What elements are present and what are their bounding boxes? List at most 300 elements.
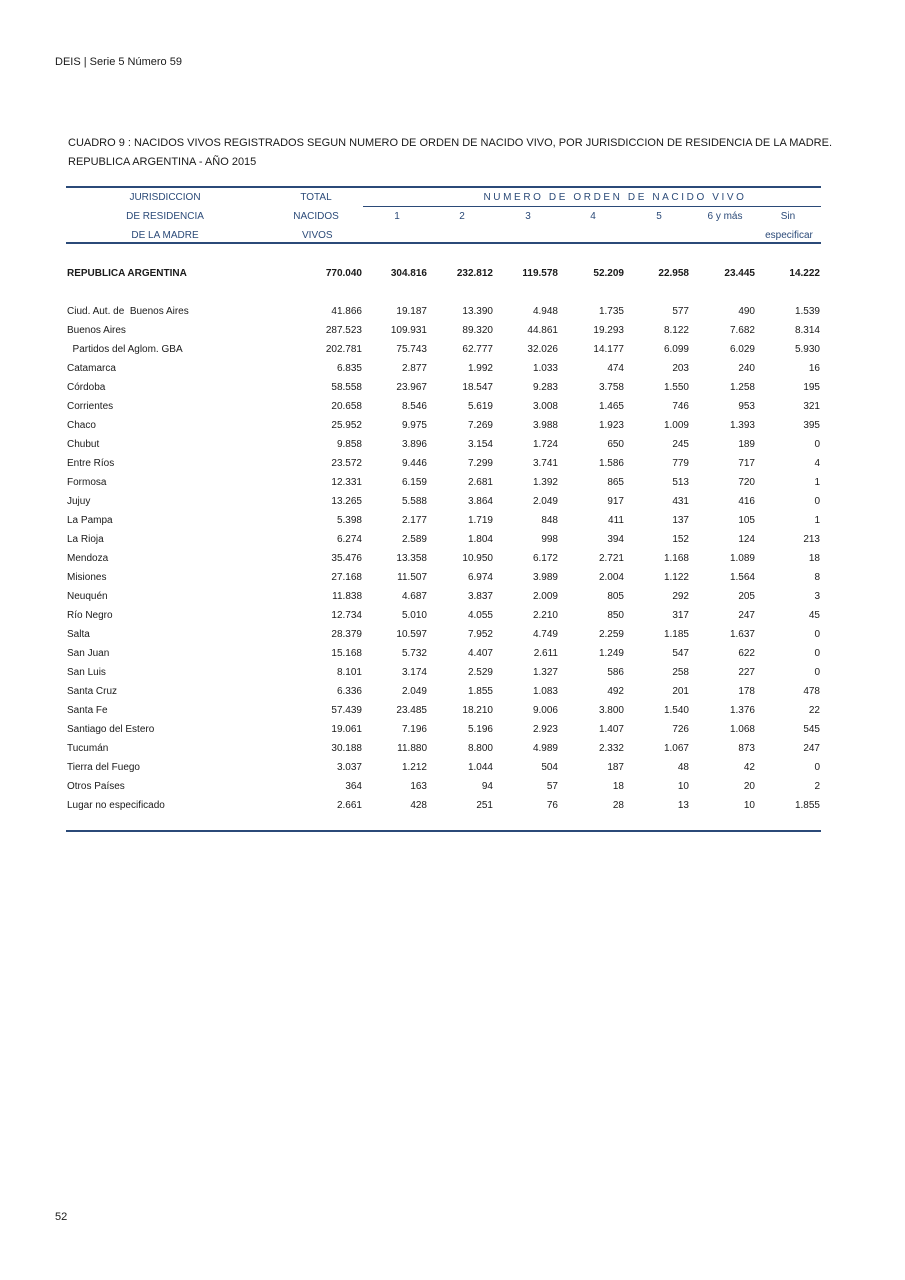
cell-order-2: 10.950 — [462, 553, 493, 564]
table-top-rule — [66, 186, 821, 188]
cell-sin: 195 — [803, 382, 820, 393]
row-spacer — [66, 283, 821, 302]
cell-order-6: 1.068 — [729, 724, 755, 735]
table-row — [66, 663, 821, 682]
cell-order-3: 9.006 — [532, 705, 558, 716]
cell-order-2: 7.269 — [467, 420, 493, 431]
cell-order-4: 1.249 — [598, 648, 624, 659]
cell-sin: 1.539 — [794, 306, 820, 317]
cell-order-1: 163 — [410, 781, 427, 792]
cell-order-3: 3.989 — [532, 572, 558, 583]
cell-order-5: 577 — [672, 306, 689, 317]
group-header-rule — [363, 206, 821, 207]
table-header-rule — [66, 242, 821, 244]
cell-order-6: 10 — [743, 800, 755, 811]
row-name: Neuquén — [67, 591, 108, 602]
cell-sin: 1 — [814, 477, 820, 488]
cell-order-6: 1.258 — [729, 382, 755, 393]
cell-order-2: 3.837 — [467, 591, 493, 602]
cell-order-1: 75.743 — [396, 344, 427, 355]
cell-total: 202.781 — [325, 344, 362, 355]
header-jurisdiccion-3: DE LA MADRE — [131, 230, 199, 241]
row-name: Buenos Aires — [67, 325, 126, 336]
cell-order-3: 76 — [546, 800, 558, 811]
cell-order-6: 42 — [743, 762, 755, 773]
cell-order-3: 9.283 — [532, 382, 558, 393]
cell-order-5: 1.009 — [663, 420, 689, 431]
cell-order-1: 19.187 — [396, 306, 427, 317]
row-name: Santa Cruz — [67, 686, 118, 697]
cell-total: 15.168 — [331, 648, 362, 659]
header-order-2: 2 — [459, 211, 465, 222]
cell-order-6: 873 — [738, 743, 755, 754]
cell-order-2: 7.952 — [467, 629, 493, 640]
cell-sin: 45 — [808, 610, 820, 621]
cell-order-2: 3.154 — [467, 439, 493, 450]
row-name: Misiones — [67, 572, 107, 583]
cell-sin: 0 — [814, 496, 820, 507]
cell-order-1: 109.931 — [390, 325, 427, 336]
cell-total: 19.061 — [331, 724, 362, 735]
cell-order-3: 3.741 — [532, 458, 558, 469]
row-name: REPUBLICA ARGENTINA — [67, 268, 187, 279]
cell-order-4: 3.800 — [598, 705, 624, 716]
table-bottom-rule — [66, 830, 821, 832]
cell-order-1: 9.446 — [401, 458, 427, 469]
cell-order-5: 746 — [672, 401, 689, 412]
cell-order-2: 1.804 — [467, 534, 493, 545]
cell-order-1: 13.358 — [396, 553, 427, 564]
cell-order-5: 513 — [672, 477, 689, 488]
cell-order-4: 187 — [607, 762, 624, 773]
cell-order-1: 9.975 — [401, 420, 427, 431]
table-row-total — [66, 264, 821, 283]
cell-order-2: 89.320 — [462, 325, 493, 336]
cell-order-3: 504 — [541, 762, 558, 773]
cell-sin: 18 — [808, 553, 820, 564]
cell-order-1: 5.732 — [401, 648, 427, 659]
row-name: Río Negro — [67, 610, 113, 621]
row-name: Córdoba — [67, 382, 106, 393]
cell-order-2: 8.800 — [467, 743, 493, 754]
cell-sin: 8.314 — [794, 325, 820, 336]
cell-total: 6.835 — [336, 363, 362, 374]
cell-order-5: 431 — [672, 496, 689, 507]
cell-sin: 16 — [808, 363, 820, 374]
cell-order-5: 292 — [672, 591, 689, 602]
cell-order-5: 779 — [672, 458, 689, 469]
cell-order-2: 232.812 — [456, 268, 493, 279]
row-name: Entre Ríos — [67, 458, 115, 469]
table-row — [66, 302, 821, 321]
table-row — [66, 492, 821, 511]
cell-order-4: 411 — [608, 515, 624, 526]
cell-order-6: 205 — [738, 591, 755, 602]
cell-total: 6.336 — [336, 686, 362, 697]
cell-total: 35.476 — [331, 553, 362, 564]
table-row — [66, 701, 821, 720]
cell-order-5: 201 — [672, 686, 689, 697]
table-row — [66, 454, 821, 473]
cell-order-1: 6.159 — [401, 477, 427, 488]
cell-order-3: 6.172 — [532, 553, 558, 564]
cell-order-6: 20 — [743, 781, 755, 792]
cell-sin: 0 — [814, 667, 820, 678]
cell-order-4: 2.332 — [598, 743, 624, 754]
cell-total: 30.188 — [331, 743, 362, 754]
cell-order-6: 1.376 — [729, 705, 755, 716]
cell-order-2: 6.974 — [467, 572, 493, 583]
table-row — [66, 340, 821, 359]
cell-total: 364 — [345, 781, 362, 792]
table-row — [66, 682, 821, 701]
cell-order-4: 1.923 — [598, 420, 624, 431]
cell-sin: 5.930 — [794, 344, 820, 355]
table-row — [66, 568, 821, 587]
row-name: Otros Países — [67, 781, 125, 792]
cell-sin: 22 — [808, 705, 820, 716]
cell-order-5: 1.185 — [663, 629, 689, 640]
cell-sin: 0 — [814, 648, 820, 659]
header-total-1: TOTAL — [300, 192, 332, 203]
row-name: Tierra del Fuego — [67, 762, 140, 773]
row-name: Jujuy — [67, 496, 91, 507]
cell-order-6: 717 — [738, 458, 755, 469]
cell-total: 12.331 — [331, 477, 362, 488]
cell-order-6: 416 — [738, 496, 755, 507]
header-sin-2: especificar — [765, 230, 813, 241]
cell-total: 287.523 — [325, 325, 362, 336]
cell-order-3: 1.083 — [532, 686, 558, 697]
cell-order-1: 1.212 — [401, 762, 427, 773]
cell-order-1: 2.877 — [401, 363, 427, 374]
row-name: Chaco — [67, 420, 96, 431]
cell-order-5: 1.550 — [663, 382, 689, 393]
cell-order-6: 23.445 — [724, 268, 755, 279]
cell-total: 770.040 — [325, 268, 362, 279]
table-row — [66, 758, 821, 777]
row-name: Santa Fe — [67, 705, 108, 716]
cell-order-1: 7.196 — [401, 724, 427, 735]
jurisdiction-rows — [66, 302, 821, 815]
cell-order-2: 2.681 — [467, 477, 493, 488]
cell-order-1: 4.687 — [401, 591, 427, 602]
cell-order-4: 3.758 — [598, 382, 624, 393]
header-total-2: NACIDOS — [293, 211, 339, 222]
table-row — [66, 416, 821, 435]
cell-order-3: 4.948 — [532, 306, 558, 317]
table-row — [66, 644, 821, 663]
header-jurisdiccion-1: JURISDICCION — [129, 192, 201, 203]
page-number: 52 — [55, 1211, 68, 1223]
cell-order-4: 474 — [607, 363, 624, 374]
cell-order-3: 44.861 — [527, 325, 558, 336]
cell-total: 9.858 — [336, 439, 362, 450]
cell-order-3: 57 — [546, 781, 558, 792]
row-name: Chubut — [67, 439, 100, 450]
cell-total: 27.168 — [331, 572, 362, 583]
cell-order-1: 8.546 — [401, 401, 427, 412]
cell-order-1: 23.485 — [396, 705, 427, 716]
cell-order-1: 5.588 — [401, 496, 427, 507]
cell-order-4: 650 — [607, 439, 624, 450]
cell-order-5: 13 — [677, 800, 689, 811]
cell-order-4: 2.259 — [598, 629, 624, 640]
header-order-5: 5 — [656, 211, 662, 222]
cell-order-6: 720 — [738, 477, 755, 488]
cell-order-2: 18.547 — [462, 382, 493, 393]
cell-order-5: 1.067 — [663, 743, 689, 754]
cell-order-2: 4.055 — [467, 610, 493, 621]
table-row — [66, 739, 821, 758]
cell-order-2: 5.619 — [467, 401, 493, 412]
cell-order-3: 3.008 — [532, 401, 558, 412]
cell-total: 58.558 — [331, 382, 362, 393]
header-sin-1: Sin — [780, 211, 796, 222]
cell-order-2: 13.390 — [462, 306, 493, 317]
cell-order-5: 6.099 — [663, 344, 689, 355]
title-line-1: CUADRO 9 : NACIDOS VIVOS REGISTRADOS SEGUN NUMERO DE ORDEN DE NACIDO VIVO, POR JURISDICCION DE RESIDENCIA DE LA MADRE. — [68, 137, 833, 149]
cell-order-1: 3.896 — [401, 439, 427, 450]
table-row — [66, 606, 821, 625]
cell-order-2: 3.864 — [467, 496, 493, 507]
row-name: San Luis — [67, 667, 106, 678]
cell-total: 6.274 — [336, 534, 362, 545]
cell-order-4: 1.586 — [598, 458, 624, 469]
cell-order-6: 6.029 — [729, 344, 755, 355]
row-name: Mendoza — [67, 553, 109, 564]
cell-order-6: 247 — [738, 610, 755, 621]
title-line-2: REPUBLICA ARGENTINA - AÑO 2015 — [68, 156, 257, 168]
header-order-1: 1 — [394, 211, 400, 222]
cell-sin: 0 — [814, 439, 820, 450]
header-order-3: 3 — [525, 211, 531, 222]
cell-order-5: 258 — [672, 667, 689, 678]
cell-order-6: 622 — [738, 648, 755, 659]
cell-order-1: 11.507 — [397, 572, 427, 583]
cell-order-4: 18 — [612, 781, 624, 792]
header-total-3: VIVOS — [302, 230, 333, 241]
cell-order-2: 5.196 — [467, 724, 493, 735]
cell-order-6: 178 — [738, 686, 755, 697]
header-order-6: 6 y más — [707, 211, 743, 222]
cell-order-1: 2.589 — [401, 534, 427, 545]
cell-order-3: 998 — [541, 534, 558, 545]
cell-order-6: 1.564 — [729, 572, 755, 583]
row-name: Partidos del Aglom. GBA — [67, 344, 183, 355]
cell-order-4: 1.465 — [598, 401, 624, 412]
table-row — [66, 625, 821, 644]
table-row — [66, 435, 821, 454]
cell-order-2: 18.210 — [462, 705, 493, 716]
table-row — [66, 777, 821, 796]
cell-order-2: 94 — [481, 781, 493, 792]
cell-order-3: 119.578 — [522, 268, 558, 279]
cell-order-5: 547 — [672, 648, 689, 659]
cell-order-3: 1.724 — [532, 439, 558, 450]
cell-sin: 321 — [803, 401, 820, 412]
cell-order-6: 1.637 — [729, 629, 755, 640]
cell-sin: 213 — [803, 534, 820, 545]
cell-order-3: 32.026 — [527, 344, 558, 355]
cell-order-4: 1.407 — [598, 724, 624, 735]
running-header: DEIS | Serie 5 Número 59 — [55, 56, 182, 68]
cell-order-4: 19.293 — [593, 325, 624, 336]
row-name: Formosa — [67, 477, 107, 488]
cell-order-4: 2.004 — [598, 572, 624, 583]
cell-order-1: 2.049 — [401, 686, 427, 697]
cell-order-2: 62.777 — [462, 344, 493, 355]
cell-order-4: 394 — [607, 534, 624, 545]
cell-total: 5.398 — [336, 515, 362, 526]
table-title — [68, 134, 832, 172]
cell-order-4: 14.177 — [593, 344, 624, 355]
cell-order-4: 492 — [607, 686, 624, 697]
cell-order-6: 105 — [738, 515, 755, 526]
cell-total: 28.379 — [331, 629, 362, 640]
cell-order-3: 3.988 — [532, 420, 558, 431]
cell-order-1: 10.597 — [396, 629, 427, 640]
cell-order-3: 4.749 — [532, 629, 558, 640]
cell-order-3: 4.989 — [532, 743, 558, 754]
cell-order-4: 805 — [607, 591, 624, 602]
table-body — [66, 264, 821, 815]
cell-total: 13.265 — [331, 496, 362, 507]
cell-order-5: 203 — [672, 363, 689, 374]
cell-order-3: 1.033 — [532, 363, 558, 374]
table-row — [66, 397, 821, 416]
cell-order-3: 2.049 — [532, 496, 558, 507]
cell-order-4: 850 — [607, 610, 624, 621]
cell-order-4: 865 — [607, 477, 624, 488]
table-row — [66, 796, 821, 815]
cell-sin: 14.222 — [789, 268, 820, 279]
cell-sin: 1 — [814, 515, 820, 526]
cell-total: 41.866 — [331, 306, 362, 317]
cell-order-2: 251 — [476, 800, 493, 811]
cell-sin: 1.855 — [794, 800, 820, 811]
cell-order-1: 5.010 — [401, 610, 427, 621]
cell-sin: 0 — [814, 762, 820, 773]
cell-order-6: 1.393 — [729, 420, 755, 431]
cell-order-6: 1.089 — [729, 553, 755, 564]
header-order-4: 4 — [590, 211, 596, 222]
row-name: Tucumán — [67, 743, 109, 754]
cell-order-1: 11.880 — [397, 743, 427, 754]
cell-sin: 8 — [814, 572, 820, 583]
cell-sin: 478 — [803, 686, 820, 697]
cell-order-5: 1.168 — [663, 553, 689, 564]
cell-order-1: 304.816 — [390, 268, 427, 279]
cell-order-5: 1.540 — [663, 705, 689, 716]
cell-sin: 0 — [814, 629, 820, 640]
row-name: La Rioja — [67, 534, 104, 545]
cell-order-6: 7.682 — [729, 325, 755, 336]
cell-total: 20.658 — [331, 401, 362, 412]
table-row — [66, 720, 821, 739]
cell-order-4: 917 — [607, 496, 624, 507]
table-row — [66, 378, 821, 397]
cell-order-4: 2.721 — [598, 553, 624, 564]
header-group-title: NUMERO DE ORDEN DE NACIDO VIVO — [483, 192, 747, 203]
cell-order-1: 3.174 — [401, 667, 427, 678]
table-row — [66, 511, 821, 530]
cell-sin: 3 — [814, 591, 820, 602]
row-name: Corrientes — [67, 401, 114, 412]
cell-sin: 395 — [803, 420, 820, 431]
cell-order-5: 245 — [672, 439, 689, 450]
table-row — [66, 359, 821, 378]
cell-order-2: 1.044 — [467, 762, 493, 773]
cell-order-5: 152 — [672, 534, 689, 545]
cell-order-1: 23.967 — [396, 382, 427, 393]
table-row — [66, 549, 821, 568]
cell-order-4: 52.209 — [593, 268, 624, 279]
cell-order-5: 317 — [672, 610, 689, 621]
table-row — [66, 530, 821, 549]
cell-order-3: 848 — [541, 515, 558, 526]
cell-order-3: 2.210 — [532, 610, 558, 621]
cell-order-1: 428 — [410, 800, 427, 811]
cell-order-2: 1.992 — [467, 363, 493, 374]
cell-order-5: 8.122 — [663, 325, 689, 336]
cell-order-6: 953 — [738, 401, 755, 412]
cell-order-2: 1.855 — [467, 686, 493, 697]
cell-total: 2.661 — [336, 800, 362, 811]
row-name: Catamarca — [67, 363, 116, 374]
cell-total: 8.101 — [336, 667, 362, 678]
row-name: Ciud. Aut. de Buenos Aires — [67, 306, 189, 317]
cell-total: 3.037 — [336, 762, 362, 773]
cell-order-2: 7.299 — [467, 458, 493, 469]
cell-order-2: 2.529 — [467, 667, 493, 678]
table-row — [66, 587, 821, 606]
cell-sin: 247 — [803, 743, 820, 754]
cell-order-3: 2.009 — [532, 591, 558, 602]
table-row — [66, 321, 821, 340]
cell-order-4: 28 — [612, 800, 624, 811]
cell-order-3: 2.923 — [532, 724, 558, 735]
cell-total: 11.838 — [332, 591, 362, 602]
cell-order-5: 48 — [677, 762, 689, 773]
cell-total: 25.952 — [331, 420, 362, 431]
cell-order-6: 227 — [738, 667, 755, 678]
row-name: Santiago del Estero — [67, 724, 155, 735]
cell-total: 12.734 — [331, 610, 362, 621]
cell-order-5: 22.958 — [658, 268, 689, 279]
row-name: Lugar no especificado — [67, 800, 165, 811]
cell-order-3: 2.611 — [533, 648, 558, 659]
cell-sin: 545 — [803, 724, 820, 735]
cell-order-6: 124 — [738, 534, 755, 545]
row-name: Salta — [67, 629, 90, 640]
cell-order-2: 1.719 — [467, 515, 493, 526]
cell-order-2: 4.407 — [467, 648, 493, 659]
cell-total: 23.572 — [331, 458, 362, 469]
header-jurisdiccion-2: DE RESIDENCIA — [126, 211, 204, 222]
cell-order-5: 726 — [672, 724, 689, 735]
cell-order-6: 189 — [738, 439, 755, 450]
cell-order-5: 137 — [672, 515, 689, 526]
cell-total: 57.439 — [331, 705, 362, 716]
cell-order-6: 490 — [738, 306, 755, 317]
cell-order-5: 1.122 — [663, 572, 689, 583]
cell-order-1: 2.177 — [401, 515, 427, 526]
cell-order-4: 1.735 — [598, 306, 624, 317]
cell-order-3: 1.327 — [532, 667, 558, 678]
cell-order-4: 586 — [607, 667, 624, 678]
cell-order-6: 240 — [738, 363, 755, 374]
